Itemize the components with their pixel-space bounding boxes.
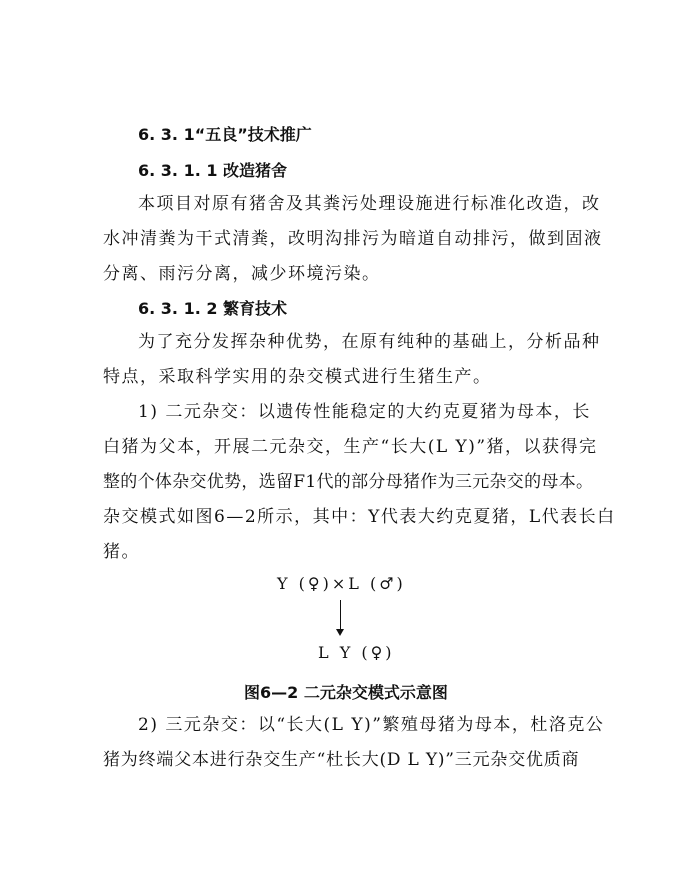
list-item-2-line: 2) 三元杂交：以“长大(L Y)”繁殖母猪为母本，杜洛克公 bbox=[138, 715, 605, 735]
section-heading-6-3-1: 6. 3. 1“五良”技术推广 bbox=[138, 125, 312, 144]
paragraph-line: 为了充分发挥杂种优势，在原有纯种的基础上，分析品种 bbox=[138, 332, 601, 352]
diagram-offspring: L Y (♀) bbox=[318, 643, 395, 662]
list-item-1-line: 猪。 bbox=[103, 542, 140, 562]
paragraph-line: 特点，采取科学实用的杂交模式进行生猪生产。 bbox=[103, 367, 492, 387]
figure-caption: 图6—2 二元杂交模式示意图 bbox=[244, 683, 448, 702]
down-arrow-icon bbox=[340, 600, 341, 630]
section-heading-6-3-1-2: 6. 3. 1. 2 繁育技术 bbox=[138, 299, 288, 318]
list-item-2-line: 猪为终端父本进行杂交生产“杜长大(D L Y)”三元杂交优质商 bbox=[103, 750, 580, 770]
list-item-1-line: 白猪为父本，开展二元杂交，生产“长大(L Y)”猪，以获得完 bbox=[103, 437, 598, 457]
paragraph-line: 分离、雨污分离，减少环境污染。 bbox=[103, 264, 381, 284]
list-item-1-line: 整的个体杂交优势，选留F1代的部分母猪作为三元杂交的母本。 bbox=[103, 472, 594, 492]
list-item-1-line: 1) 二元杂交：以遗传性能稳定的大约克夏猪为母本，长 bbox=[138, 402, 591, 422]
paragraph-line: 水冲清粪为干式清粪，改明沟排污为暗道自动排污，做到固液 bbox=[103, 229, 603, 249]
section-heading-6-3-1-1: 6. 3. 1. 1 改造猪舍 bbox=[138, 161, 288, 180]
list-item-1-line: 杂交模式如图6—2所示，其中：Y代表大约克夏猪，L代表长白 bbox=[103, 507, 616, 527]
paragraph-line: 本项目对原有猪舍及其粪污处理设施进行标准化改造，改 bbox=[138, 194, 601, 214]
diagram-parents: Y (♀)×L (♂) bbox=[277, 574, 406, 593]
